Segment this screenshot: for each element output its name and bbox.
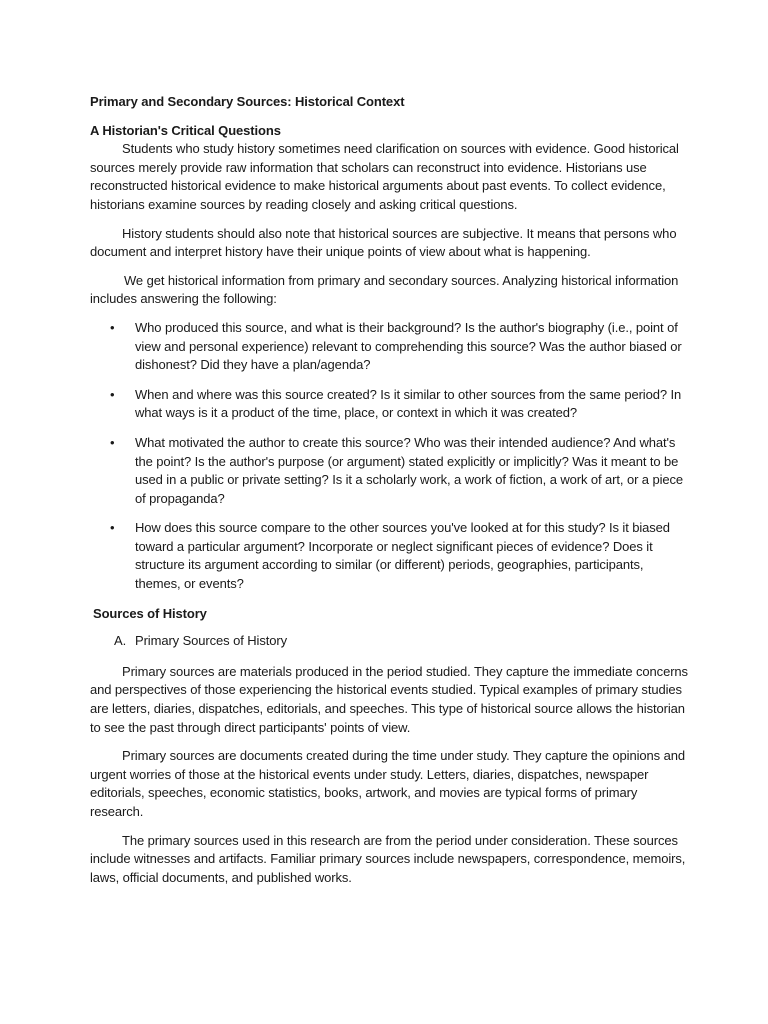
paragraph: We get historical information from primary and secondary sources. Analyzing historical information includes answering the following:: [90, 272, 679, 307]
bullet-icon: •: [110, 319, 115, 335]
list-item-text: When and where was this source created? Is it similar to other sources from the same period? In what ways is it a product of the time, place, or context in which it was created?: [135, 386, 682, 421]
paragraph: The primary sources used in this research are from the period under consideration. These sources include witnesses and artifacts. Familiar primary sources include newspapers, correspondence, memoirs, laws, official documents, and published works.: [90, 832, 686, 885]
list-item: [90, 319, 690, 375]
bullet-icon: •: [110, 434, 115, 450]
section-heading-critical-questions: A Historian's Critical Questions: [90, 122, 281, 138]
bullet-icon: •: [110, 520, 115, 536]
document-title: Primary and Secondary Sources: Historical Context: [90, 94, 405, 109]
document-body: [90, 93, 690, 897]
paragraph: Primary sources are materials produced in the period studied. They capture the immediate concerns and perspectives of those experiencing the historical events studied. Typical examples of primary studies are letters, diaries, dispatches, editorials, and speeches. This type of historical source allows the historian to see the past through direct participants' points of view.: [90, 663, 688, 735]
list-item-text: Who produced this source, and what is their background? Is the author's biography (i.e., point of view and personal experience) relevant to comprehending this source? Was the author biased or dishonest? Did they have a plan/agenda?: [135, 319, 682, 373]
bullet-icon: •: [110, 386, 115, 402]
list-item: [90, 519, 690, 593]
list-item: [90, 434, 690, 508]
paragraph: History students should also note that historical sources are subjective. It means that persons who document and interpret history have their unique points of view about what is happening.: [90, 225, 677, 260]
subsection-title: Primary Sources of History: [135, 633, 287, 649]
paragraph: Students who study history sometimes need clarification on sources with evidence. Good historical sources merely provide raw information that scholars can reconstruct into evidence. Historians use reconstructed historical evidence to make historical arguments about past events. To collect evidence, historians examine sources by reading closely and asking critical questions.: [90, 141, 679, 212]
subsection-heading-primary-sources: [90, 632, 690, 651]
section-heading-sources-of-history: Sources of History: [93, 605, 207, 621]
critical-questions-list: [90, 319, 690, 594]
paragraph: Primary sources are documents created during the time under study. They capture the opinions and urgent worries of those at the historical events under study. Letters, diaries, dispatches, newspaper editorials, speeches, economic statistics, books, artwork, and movies are typical forms of primary research.: [90, 748, 685, 819]
list-item: [90, 386, 690, 423]
list-item-text: What motivated the author to create this source? Who was their intended audience? And what's the point? Is the author's purpose (or argument) stated explicitly or implicitly? Was it meant to be used in a public or private setting? Is it a scholarly work, a work of fiction, a work of art, or a piece of propaganda?: [135, 434, 684, 506]
subsection-marker: A.: [114, 633, 127, 649]
list-item-text: How does this source compare to the other sources you've looked at for this study? Is it biased toward a particular argument? Incorporate or neglect significant pieces of evidence? Does it structure its argument according to similar (or different) periods, geographies, participants, themes, or events?: [135, 520, 670, 592]
